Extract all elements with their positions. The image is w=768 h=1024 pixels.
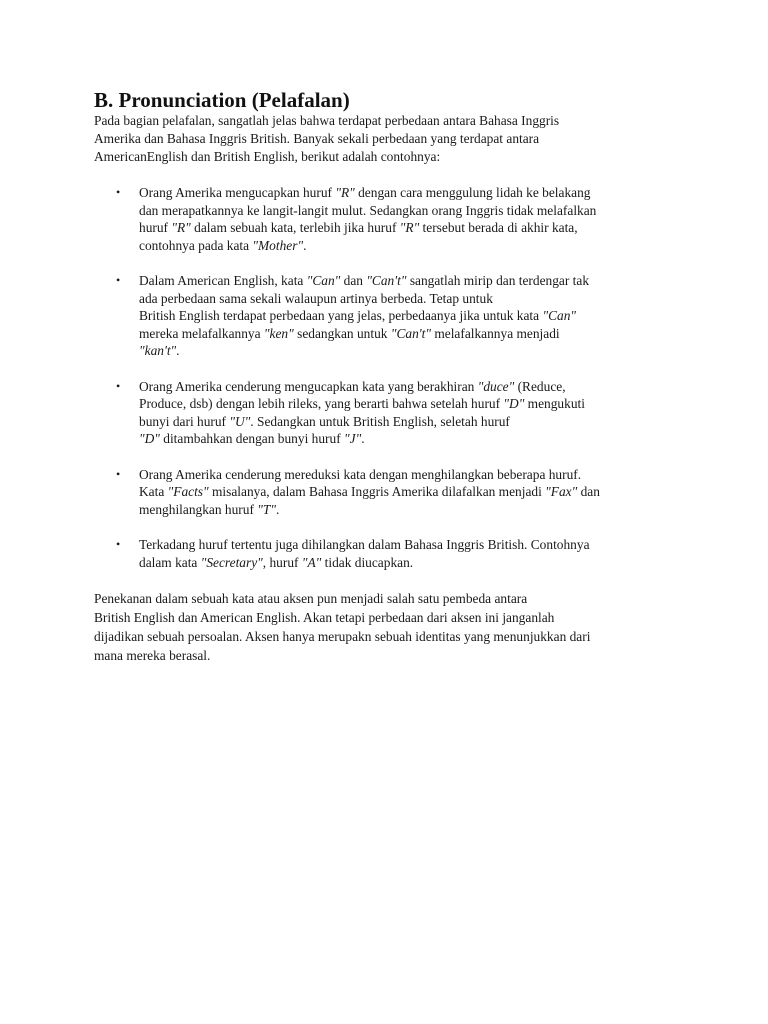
quoted-term: "T"	[257, 501, 276, 517]
bullet-item	[94, 378, 684, 448]
bullet-text: melafalkannya menjadi	[430, 325, 560, 341]
bullet-text: dengan cara menggulung lidah ke belakang	[354, 185, 591, 200]
bullet-text: menghilangkan huruf	[139, 501, 258, 517]
bullet-text: dalam kata	[139, 554, 201, 570]
bullet-text: . Sedangkan untuk British English, seletah huruf	[250, 413, 510, 429]
quoted-term: "ken"	[263, 325, 294, 341]
bullet-line	[139, 238, 306, 253]
quoted-term: "U"	[229, 413, 251, 429]
bullet-item	[94, 536, 684, 571]
bullet-line	[139, 326, 560, 341]
bullet-line	[139, 308, 576, 323]
bullet-text: bunyi dari huruf	[139, 413, 230, 429]
quoted-term: "kan't"	[139, 343, 177, 358]
quoted-term: "D"	[503, 396, 525, 411]
closing-paragraph	[94, 589, 684, 665]
intro-line: Amerika dan Bahasa Inggris British. Banyak sekali perbedaan yang terdapat antara	[94, 131, 540, 146]
bullet-line	[139, 555, 413, 570]
bullet-dot-icon: •	[116, 273, 121, 287]
closing-line: Penekanan dalam sebuah kata atau aksen pun menjadi salah satu pembeda antara	[94, 591, 528, 606]
bullet-item	[94, 184, 684, 254]
bullet-line	[139, 537, 590, 552]
bullet-text: dan	[577, 484, 600, 499]
bullet-text: .	[361, 431, 365, 446]
quoted-term: "Secretary"	[200, 554, 263, 570]
quoted-term: "duce"	[477, 378, 515, 394]
bullet-dot-icon: •	[116, 378, 121, 393]
closing-line: British English dan American English. Akan tetapi perbedaan dari aksen ini janganlah	[94, 610, 555, 625]
bullet-text: mereka melafalkannya	[139, 325, 264, 341]
bullet-line	[139, 502, 279, 517]
section-heading: B. Pronunciation (Pelafalan)	[94, 88, 350, 112]
bullet-text: mengukuti	[524, 396, 585, 411]
bullet-text: Orang Amerika cenderung mengucapkan kata yang berakhiran	[139, 378, 478, 394]
bullet-line	[139, 396, 585, 411]
bullet-line	[139, 379, 566, 394]
bullet-line	[139, 414, 510, 429]
bullet-line	[139, 203, 596, 218]
bullet-text: .	[303, 237, 307, 253]
quoted-term: "A"	[301, 554, 322, 570]
bullet-text: Produce, dsb) dengan lebih rileks, yang berarti bahwa setelah huruf	[139, 396, 504, 411]
quoted-term: "Can't"	[366, 273, 407, 288]
quoted-term: "Can"	[542, 308, 577, 323]
bullet-text: dan merapatkannya ke langit-langit mulut. Sedangkan orang Inggris tidak melafalkan	[139, 202, 597, 218]
bullet-line	[139, 220, 578, 235]
bullet-text: sangatlah mirip dan terdengar tak	[406, 273, 590, 288]
bullet-text: Terkadang huruf tertentu juga dihilangkan dalam Bahasa Inggris British. Contohnya	[139, 537, 590, 552]
bullet-line	[139, 467, 581, 482]
closing-line: mana mereka berasal.	[94, 648, 211, 663]
bullet-line	[139, 343, 180, 358]
bullet-text: ada perbedaan sama sekali walaupun artinya berbeda. Tetap untuk	[139, 290, 493, 306]
quoted-term: "Fax"	[545, 484, 578, 499]
bullet-text: huruf	[139, 220, 172, 235]
bullet-list	[94, 184, 684, 571]
bullet-text: ditambahkan dengan bunyi huruf	[159, 431, 344, 446]
bullet-text: tidak diucapkan.	[321, 554, 414, 570]
bullet-text: , huruf	[262, 554, 302, 570]
bullet-text: (Reduce,	[514, 378, 566, 394]
closing-line: dijadikan sebuah persoalan. Aksen hanya merupakn sebuah identitas yang menunjukkan dari	[94, 629, 591, 644]
quoted-term: "Can"	[306, 273, 341, 288]
bullet-line	[139, 291, 493, 306]
bullet-dot-icon: •	[116, 185, 121, 199]
bullet-line	[139, 185, 591, 200]
document-page	[94, 88, 684, 665]
bullet-text: sedangkan untuk	[293, 325, 391, 341]
bullet-text: .	[176, 343, 180, 358]
quoted-term: "J"	[344, 431, 362, 446]
quoted-term: "R"	[399, 220, 420, 235]
intro-paragraph	[94, 112, 684, 166]
bullet-text: Dalam American English, kata	[139, 273, 307, 288]
bullet-text: dalam sebuah kata, terlebih jika huruf	[190, 220, 400, 235]
intro-line: AmericanEnglish dan British English, berikut adalah contohnya:	[94, 149, 441, 164]
bullet-line	[139, 484, 600, 499]
bullet-text: contohnya pada kata	[139, 237, 253, 253]
quoted-term: "D"	[139, 431, 160, 446]
bullet-text: dan	[340, 273, 367, 288]
bullet-text: Orang Amerika cenderung mereduksi kata dengan menghilangkan beberapa huruf.	[139, 466, 582, 482]
bullet-text: British English terdapat perbedaan yang jelas, perbedaanya jika untuk kata	[139, 308, 543, 323]
quoted-term: "Can't"	[390, 325, 431, 341]
bullet-line	[139, 431, 365, 446]
bullet-item	[94, 272, 684, 360]
quoted-term: "R"	[171, 220, 191, 235]
quoted-term: "Mother"	[252, 237, 304, 253]
intro-line: Pada bagian pelafalan, sangatlah jelas bahwa terdapat perbedaan antara Bahasa Inggris	[94, 113, 560, 128]
bullet-dot-icon: •	[116, 466, 121, 481]
bullet-text: misalanya, dalam Bahasa Inggris Amerika dilafalkan menjadi	[208, 484, 546, 499]
bullet-line	[139, 273, 589, 288]
bullet-text: Orang Amerika mengucapkan huruf	[139, 185, 336, 200]
bullet-text: Kata	[139, 484, 168, 499]
bullet-text: .	[275, 501, 280, 517]
bullet-text: tersebut berada di akhir kata,	[419, 220, 578, 235]
quoted-term: "R"	[335, 185, 355, 200]
bullet-item	[94, 466, 684, 519]
quoted-term: "Facts"	[167, 484, 209, 499]
bullet-dot-icon: •	[116, 537, 121, 551]
